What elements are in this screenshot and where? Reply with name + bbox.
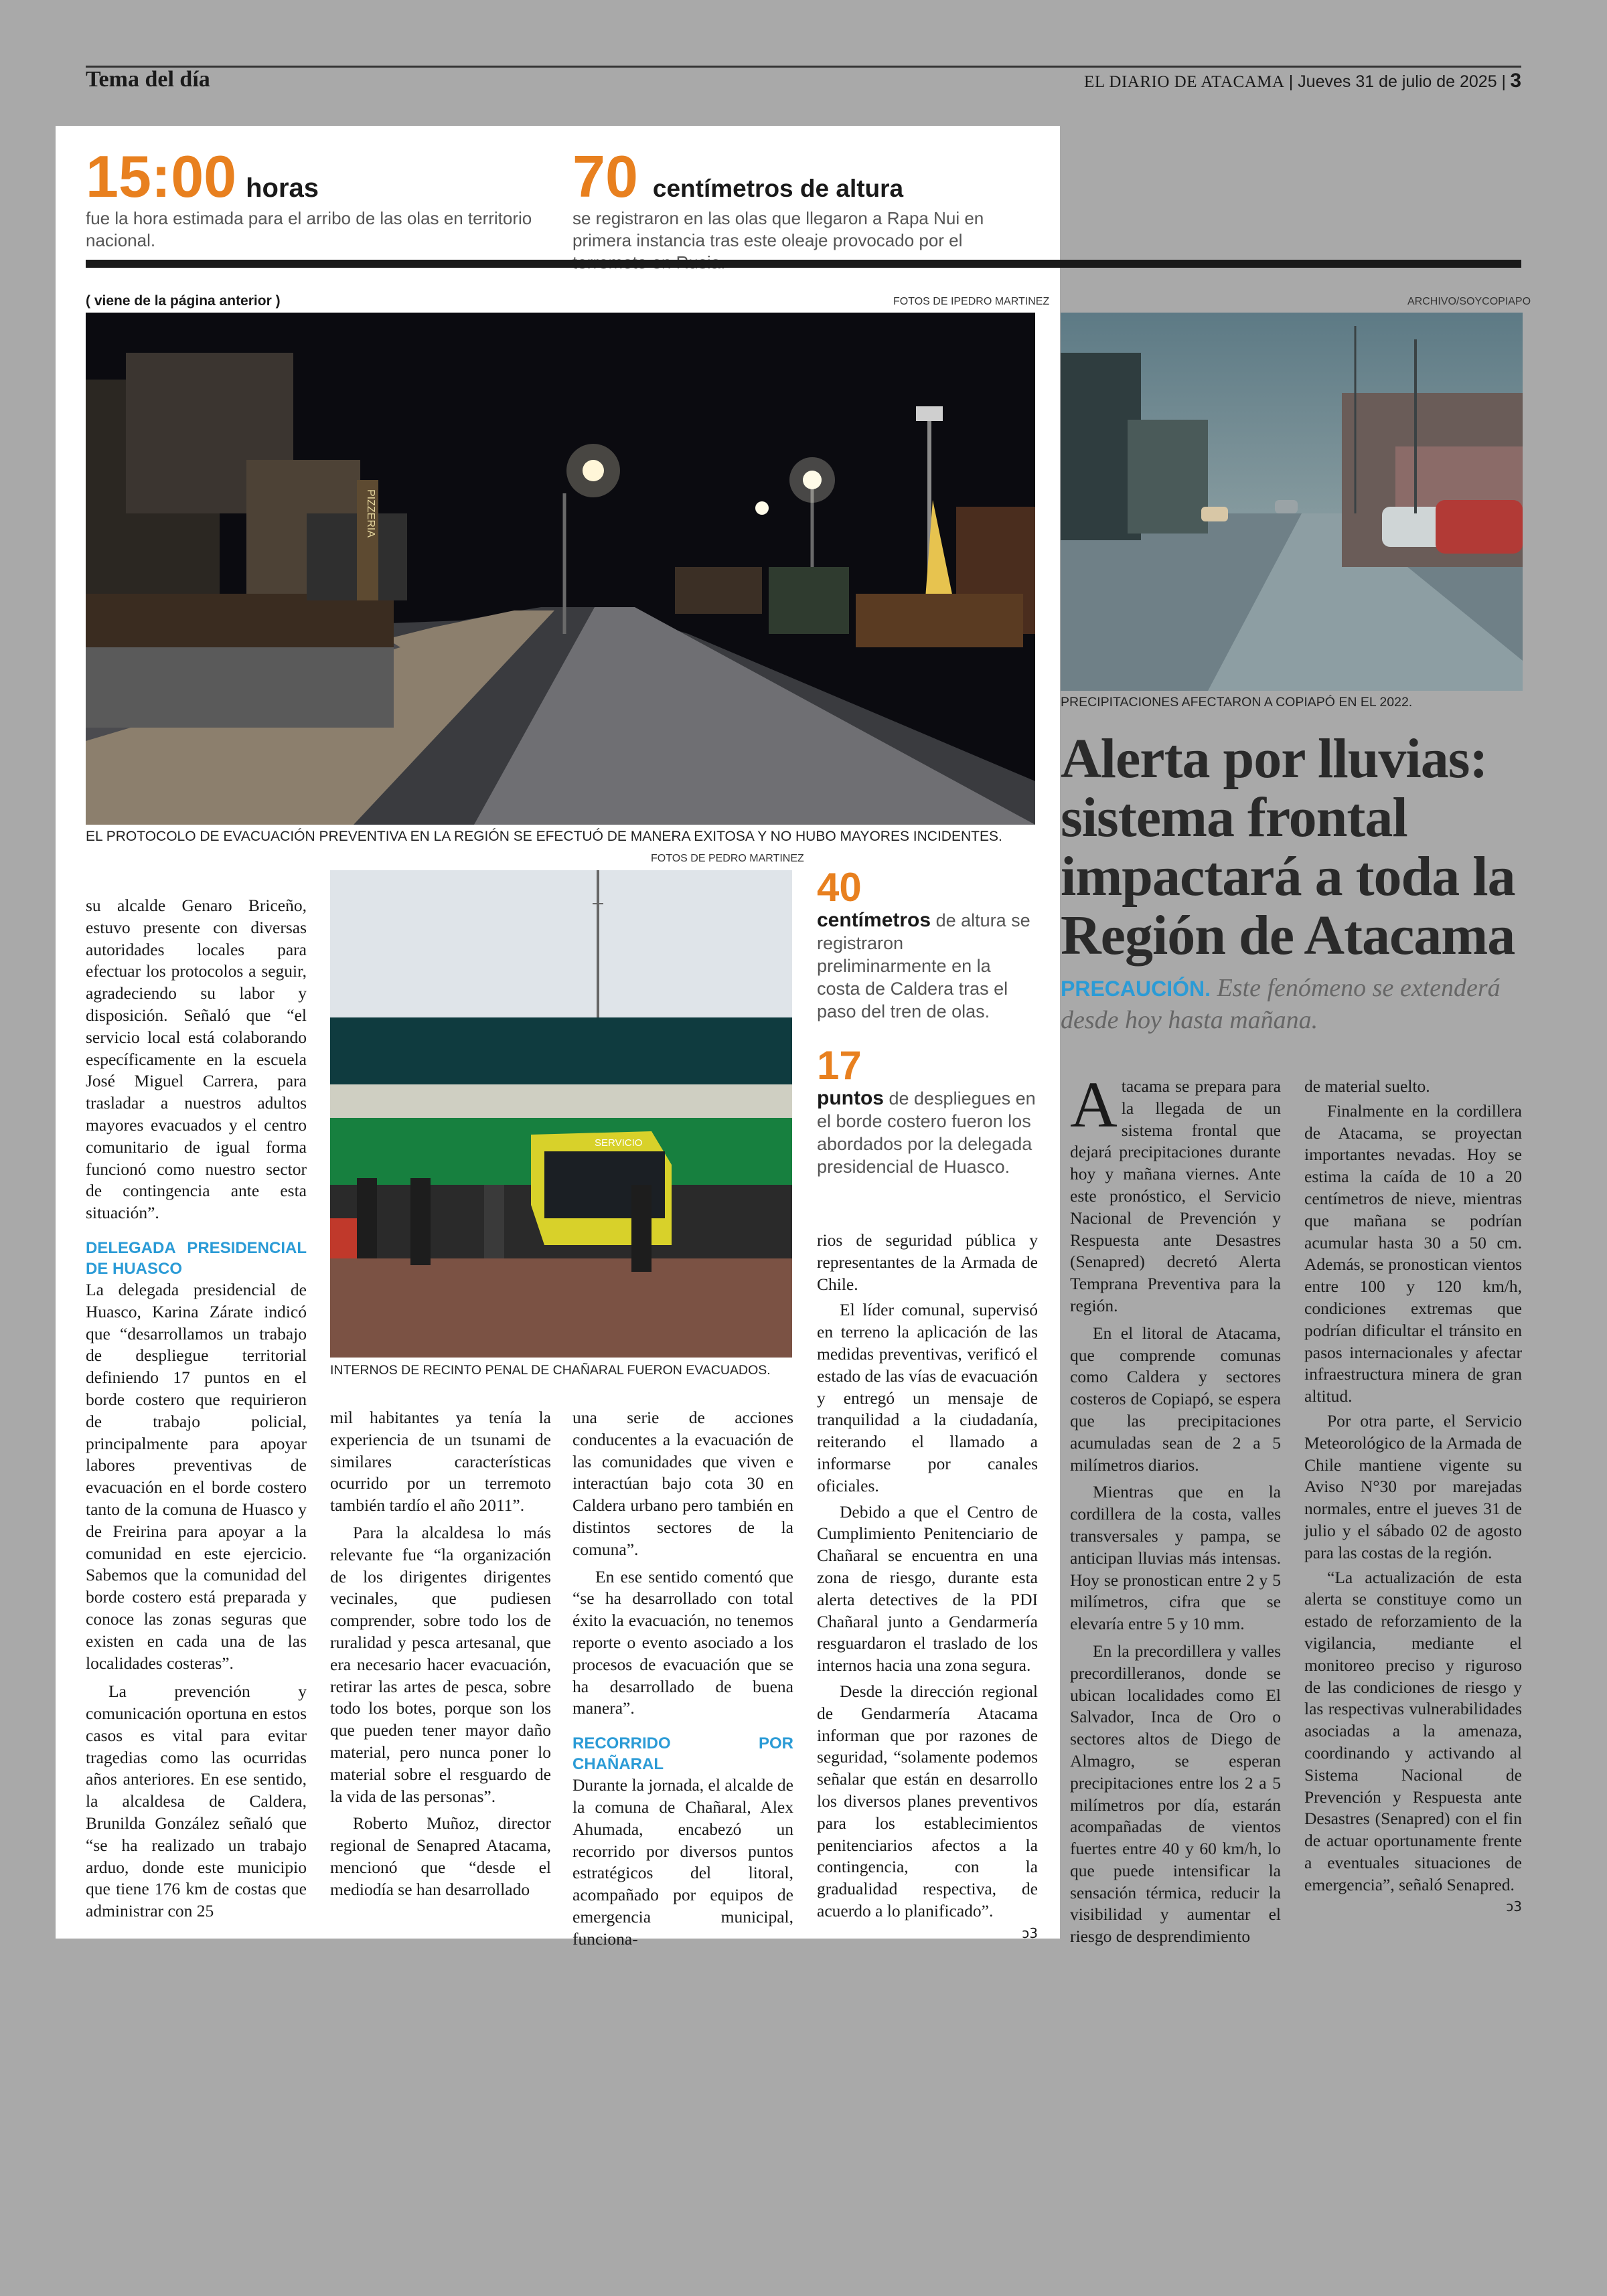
header-rule	[86, 66, 1521, 68]
thick-rule	[86, 260, 1521, 268]
stat-unit: centímetros de altura	[652, 175, 904, 202]
stat-height	[572, 143, 1041, 274]
photo-caption: EL PROTOCOLO DE EVACUACIÓN PREVENTIVA EN LA REGIÓN SE EFECTUÓ DE MANERA EXITOSA Y NO HUBO MAYORES INCIDENTES.	[86, 829, 1002, 844]
side-stat-17	[817, 1044, 1038, 1178]
end-mark: ↄ3	[1506, 1898, 1522, 1915]
photo-caption: INTERNOS DE RECINTO PENAL DE CHAÑARAL FUERON EVACUADOS.	[330, 1363, 771, 1378]
paragraph: Mientras que en la cordillera de la costa, valles transversales y pampa, se anticipan lluvias más intensas. Hoy se pronostican entre 2 y 5 milímetros, cifra que se elevaría entre 5 y 10 mm.	[1070, 1482, 1281, 1634]
paragraph: “La actualización de esta alerta se constituye como un estado de reforzamiento de la vigilancia, mediante el monitoreo preciso y riguroso de las condiciones de riesgo y las respectivas vulnerabilidades asociadas a la amenaza, coordinando y activando al Sistema Nacional de Prevención y Respuesta ante Desastres (Senapred) con el fin de actuar oportunamente frente a eventuales situaciones de emergencia”, señaló Senapred.	[1304, 1567, 1522, 1894]
article-column-3	[572, 1407, 793, 1951]
stat-unit: puntos	[817, 1087, 884, 1109]
paper-name: EL DIARIO DE ATACAMA	[1084, 73, 1285, 91]
paragraph: rios de seguridad pública y representantes de la Armada de Chile.	[817, 1230, 1038, 1294]
pizzeria-sign: PIZZERIA	[365, 489, 376, 538]
paragraph: En la precordillera y valles precordilleranos, donde se ubican localidades como El Salvador, Inca de Oro o sectores altos de Diego de Almagro, se esperan precipitaciones entre los 2 a 5 milímetros por día, estarán acompañadas de vientos fuertes entre 40 y 60 km/h, lo que puede intensificar la sensación térmica, reducir la visibilidad y aumentar el riesgo de desprendimiento	[1070, 1641, 1281, 1947]
paragraph: La delegada presidencial de Huasco, Karina Zárate indicó que “desarrollamos un trabajo de despliegue territorial definiendo 17 puntos en el borde costero que requirieron de trabajo policial, principalmente para apoyar labores preventivas de evacuación en el borde costero tanto de la comuna de Huasco y de Freirina para apoyar a la comunidad en este ejercicio. Sabemos que la comunidad del borde costero está preparada y conoce las zonas seguras que existen en cada una de las localidades costeras”.	[86, 1279, 307, 1673]
subhead: DELEGADA PRESIDENCIAL DE HUASCO	[86, 1238, 307, 1278]
paragraph: Para la alcaldesa lo más relevante fue “la organización de los dirigentes dirigentes vecinales, que pudiesen comprender, sobre todo los de ruralidad y pesca artesanal, que era necesario hacer evacuación, retirar las artes de pesca, sobre todo los botes, porque son los que pueden tener mayor daño material, pero nunca poner lo material sobre el resguardo de la vida de las personas”.	[330, 1522, 551, 1806]
stat-number: 40	[817, 865, 862, 910]
end-mark: ↄ3	[1022, 1924, 1038, 1941]
photo-rain-street	[1061, 313, 1523, 691]
stat-desc: se registraron en las olas que llegaron a Rapa Nui en primera instancia tras este oleaje provocado por el	[572, 208, 984, 250]
paragraph: La prevención y comunicación oportuna en estos casos es vital para evitar tragedias como las ocurridas años anteriores. En ese sentido, la alcaldesa de Caldera, Brunilda González señaló que “se ha realizado un trabajo arduo, donde este municipio que tiene 176 km de costas que administrar con 25	[86, 1682, 307, 1921]
rain-deck	[1061, 973, 1523, 1036]
article-column-1	[86, 895, 307, 1922]
article-column-4	[817, 1230, 1038, 1945]
side-stat-40	[817, 866, 1038, 1023]
photo-bus-evacuation	[330, 870, 792, 1358]
photo-credit: FOTOS DE PEDRO MARTINEZ	[651, 853, 804, 864]
kicker: PRECAUCIÓN.	[1061, 977, 1211, 1001]
rain-headline: Alerta por lluvias: sistema frontal impactará a toda la Región de Atacama	[1061, 728, 1515, 967]
photo-caption: PRECIPITACIONES AFECTARON A COPIAPÓ EN EL 2022.	[1061, 695, 1413, 710]
paragraph: Desde la dirección regional de Gendarmería Atacama informan que por razones de seguridad, “solamente podemos señalar que están en desarrollo los diversos planes preventivos para los establecimientos penitenciarios afectos a la contingencia, con la gradualidad respectiva, de acuerdo a lo planificado”.	[817, 1681, 1038, 1920]
paragraph: de material suelto.	[1304, 1076, 1430, 1096]
masthead	[1084, 70, 1521, 92]
stat-unit: horas	[246, 173, 319, 203]
rain-column-2	[1304, 1076, 1522, 1918]
stat-time	[86, 143, 541, 252]
drop-cap: A	[1070, 1069, 1118, 1141]
paragraph: Finalmente en la cordillera de Atacama, se proyectan importantes nevadas. Hoy se estima la caída de 10 a 20 centímetros de nieve, mientras que mañana se podrían acumular hasta 30 a 50 cm. Además, se pronostican vientos entre 100 y 120 km/h, condiciones extremas que podrían dificultar el tránsito en pasos internacionales y afectar infraestructura minera de gran altitud.	[1304, 1100, 1522, 1406]
stat-desc: de despliegues en el borde costero fueron los abordados por la delegada presidencial de Huasco.	[817, 1088, 1036, 1177]
deck-text: Este fenómeno se extenderá desde hoy hasta mañana.	[1061, 974, 1501, 1034]
photo-credit: ARCHIVO/SOYCOPIAPO	[1407, 296, 1531, 307]
paragraph: Durante la jornada, el alcalde de la comuna de Chañaral, Alex Ahumada, encabezó un recorrido por diversos puntos estratégicos del litoral, acompañado por equipos de emergencia municipal, funciona-	[572, 1775, 793, 1949]
paragraph: su alcalde Genaro Briceño, estuvo presente con diversas autoridades locales para efectuar los protocolos a seguir, agradeciendo su labor y disposición. Señaló que “el servicio local está colaborando específicamente en la escuela José Miguel Carrera, para trasladar a nuestros adultos mayores evacuados y el centro comunitario de igual forma funcionó como nuestro sector de contingencia ante esta situación”.	[86, 896, 307, 1223]
paragraph: una serie de acciones conducentes a la evacuación de las comunidades que viven e interactúan bajo cota 30 en Caldera urbano pero también en distintos sectores de la comuna”.	[572, 1408, 793, 1559]
stat-number: 70	[572, 143, 638, 210]
paragraph: Por otra parte, el Servicio Meteorológico de la Armada de Chile mantiene vigente su Aviso N°30 por marejadas normales, entre el jueves 31 de julio y el sábado 02 de agosto para las costas de la región.	[1304, 1410, 1522, 1562]
bus-sign: SERVICIO	[595, 1137, 643, 1149]
continued-label: ( viene de la página anterior )	[86, 293, 281, 309]
section-title: Tema del día	[86, 67, 210, 92]
paragraph-text: tacama se prepara para la llegada de un sistema frontal que dejará precipitaciones durante hoy y mañana viernes. Ante este pronóstico, el Servicio Nacional de Prevención y Respuesta ante Desastres (Senapred) decretó Alerta Temprana Preventiva para la región.	[1070, 1076, 1281, 1315]
stat-desc: de altura se registraron preliminarmente en la costa de Caldera tras el paso del tren de olas.	[817, 910, 1030, 1021]
stat-unit: centímetros	[817, 909, 931, 931]
stat-number: 17	[817, 1043, 862, 1088]
article-column-2	[330, 1407, 551, 1901]
date: | Jueves 31 de julio de 2025 |	[1288, 72, 1507, 91]
paragraph: En ese sentido comentó que “se ha desarrollado con total éxito la evacuación, no tenemos reporte o evento asociado a los procesos de evacuación que se ha desarrollado de buena manera”.	[572, 1566, 793, 1718]
paragraph: El líder comunal, supervisó en terreno la aplicación de las medidas preventivas, verificó el estado de las vías de evacuación y entregó un mensaje de tranquilidad a la ciudadanía, reiterando el llamado a informarse por canales oficiales.	[817, 1300, 1038, 1495]
paragraph: mil habitantes ya tenía la experiencia de un tsunami de similares características ocurrido por un terremoto también tardío el año 2011”.	[330, 1408, 551, 1515]
stat-number: 15:00	[86, 143, 237, 210]
stat-desc: fue la hora estimada para el arribo de las olas en territorio nacional.	[86, 208, 532, 250]
paragraph: Roberto Muñoz, director regional de Senapred Atacama, mencionó que “desde el mediodía se han desarrollado	[330, 1813, 551, 1899]
paragraph: En el litoral de Atacama, que comprende comunas como Caldera y sectores costeros de Copiapó, se espera que las precipitaciones acumuladas sean de 2 a 5 milímetros diarios.	[1070, 1323, 1281, 1475]
paragraph: Debido a que el Centro de Cumplimiento Penitenciario de Chañaral se encuentra en una zona de riesgo, durante esta alerta detectives de la PDI Chañaral junto a Gendarmería resguardaron el traslado de los internos hacia una zona segura.	[817, 1501, 1038, 1675]
paragraph	[1070, 1069, 1281, 1317]
rain-column-1	[1070, 1069, 1281, 1948]
subhead: RECORRIDO POR CHAÑARAL	[572, 1734, 793, 1774]
photo-night-street	[86, 313, 1035, 825]
page-number: 3	[1510, 70, 1521, 92]
photo-credit: FOTOS DE IPEDRO MARTINEZ	[893, 296, 1050, 307]
